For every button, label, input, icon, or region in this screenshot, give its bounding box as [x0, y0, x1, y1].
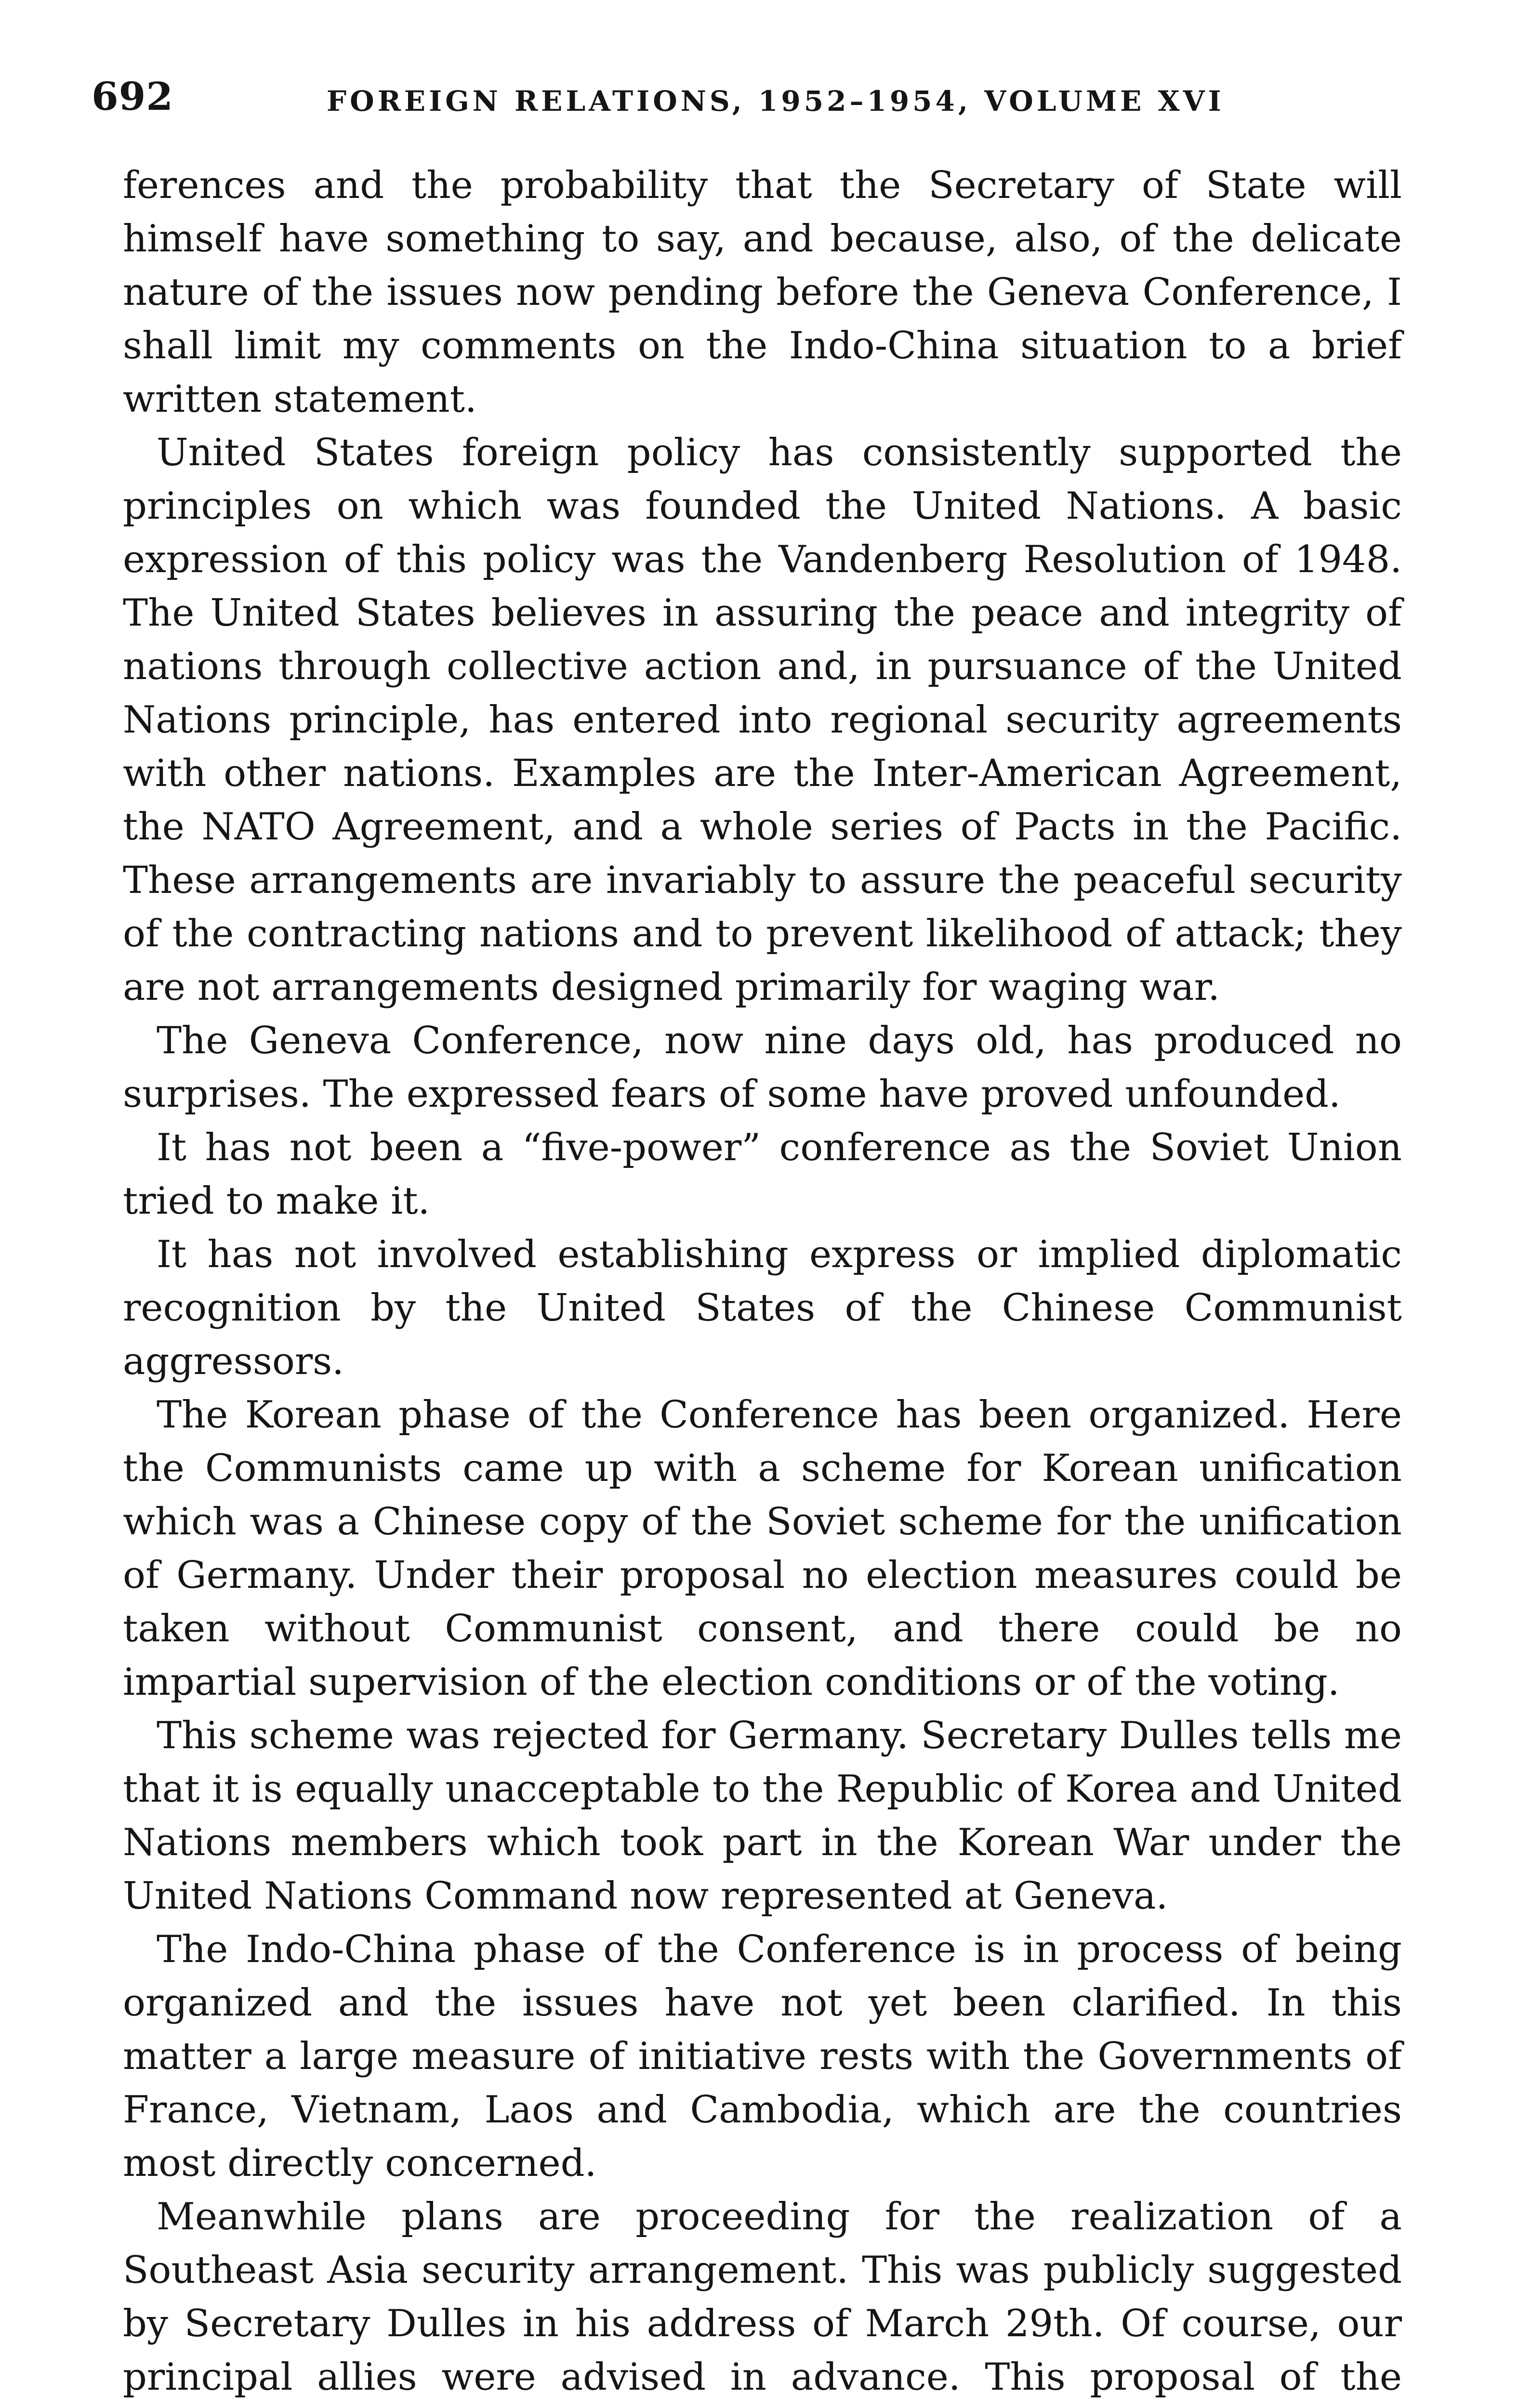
paragraph-five-power: It has not been a “five-power” conference as the Soviet Union tried to make it. — [123, 1126, 1402, 1223]
paragraph-foreign-policy: United States foreign policy has consistently supported the principles on which was founded the United Nations. A basic expression of this policy was the Vandenberg Resolution of 1948. The United States believes in assuring the peace and integrity of nations through collective action and, in pursuance of the United Nations principle, has entered into regional security agreements with other nations. Examples are the Inter-American Agreement, the NATO Agreement, and a whole series of Pacts in the Pacific. These arrangements are invariably to assure the peaceful security of the contracting nations and to prevent likelihood of attack; they are not arrangements designed primarily for waging war. — [123, 431, 1402, 1009]
page-number: 692 — [92, 74, 173, 119]
paragraph-diplomatic-recognition: It has not involved establishing express or implied diplomatic recognition by the United States of the Chinese Communist aggressors. — [123, 1233, 1402, 1383]
page-header — [92, 72, 1431, 140]
paragraph-scheme-rejected: This scheme was rejected for Germany. Secretary Dulles tells me that it is equally unacceptable to the Republic of Korea and United Nations members which took part in the Korean War under the United Nations Command now represented at Geneva. — [123, 1714, 1402, 1918]
paragraph-southeast-asia: Meanwhile plans are proceeding for the realization of a Southeast Asia security arrangement. This was publicly suggested by Secretary Dulles in his address of March 29th. Of course, our principal allies were advised in advance. This proposal of the — [123, 2195, 1402, 2399]
paragraph-indochina-phase: The Indo-China phase of the Conference is in process of being organized and the issues have not yet been clarified. In this matter a large measure of initiative rests with the Governments of France, Vietnam, Laos and Cambodia, which are the countries most directly concerned. — [123, 1928, 1402, 2185]
paragraph-continuation: ferences and the probability that the Secretary of State will himself have something to say, and because, also, of the delicate nature of the issues now pending before the Geneva Conference, I shall limit my comments on the Indo-China situation to a brief written statement. — [123, 164, 1402, 421]
paragraph-korean-phase: The Korean phase of the Conference has been organized. Here the Communists came up with a scheme for Korean unification which was a Chinese copy of the Soviet scheme for the unification of Germany. Under their proposal no election measures could be taken without Communist consent, and there could be no impartial supervision of the election conditions or of the voting. — [123, 1393, 1402, 1704]
paragraph-geneva-conference: The Geneva Conference, now nine days old, has produced no surprises. The expressed fears of some have proved unfounded. — [123, 1019, 1402, 1116]
body-text — [123, 159, 1402, 2408]
running-title: FOREIGN RELATIONS, 1952–1954, VOLUME XVI — [327, 85, 1225, 118]
